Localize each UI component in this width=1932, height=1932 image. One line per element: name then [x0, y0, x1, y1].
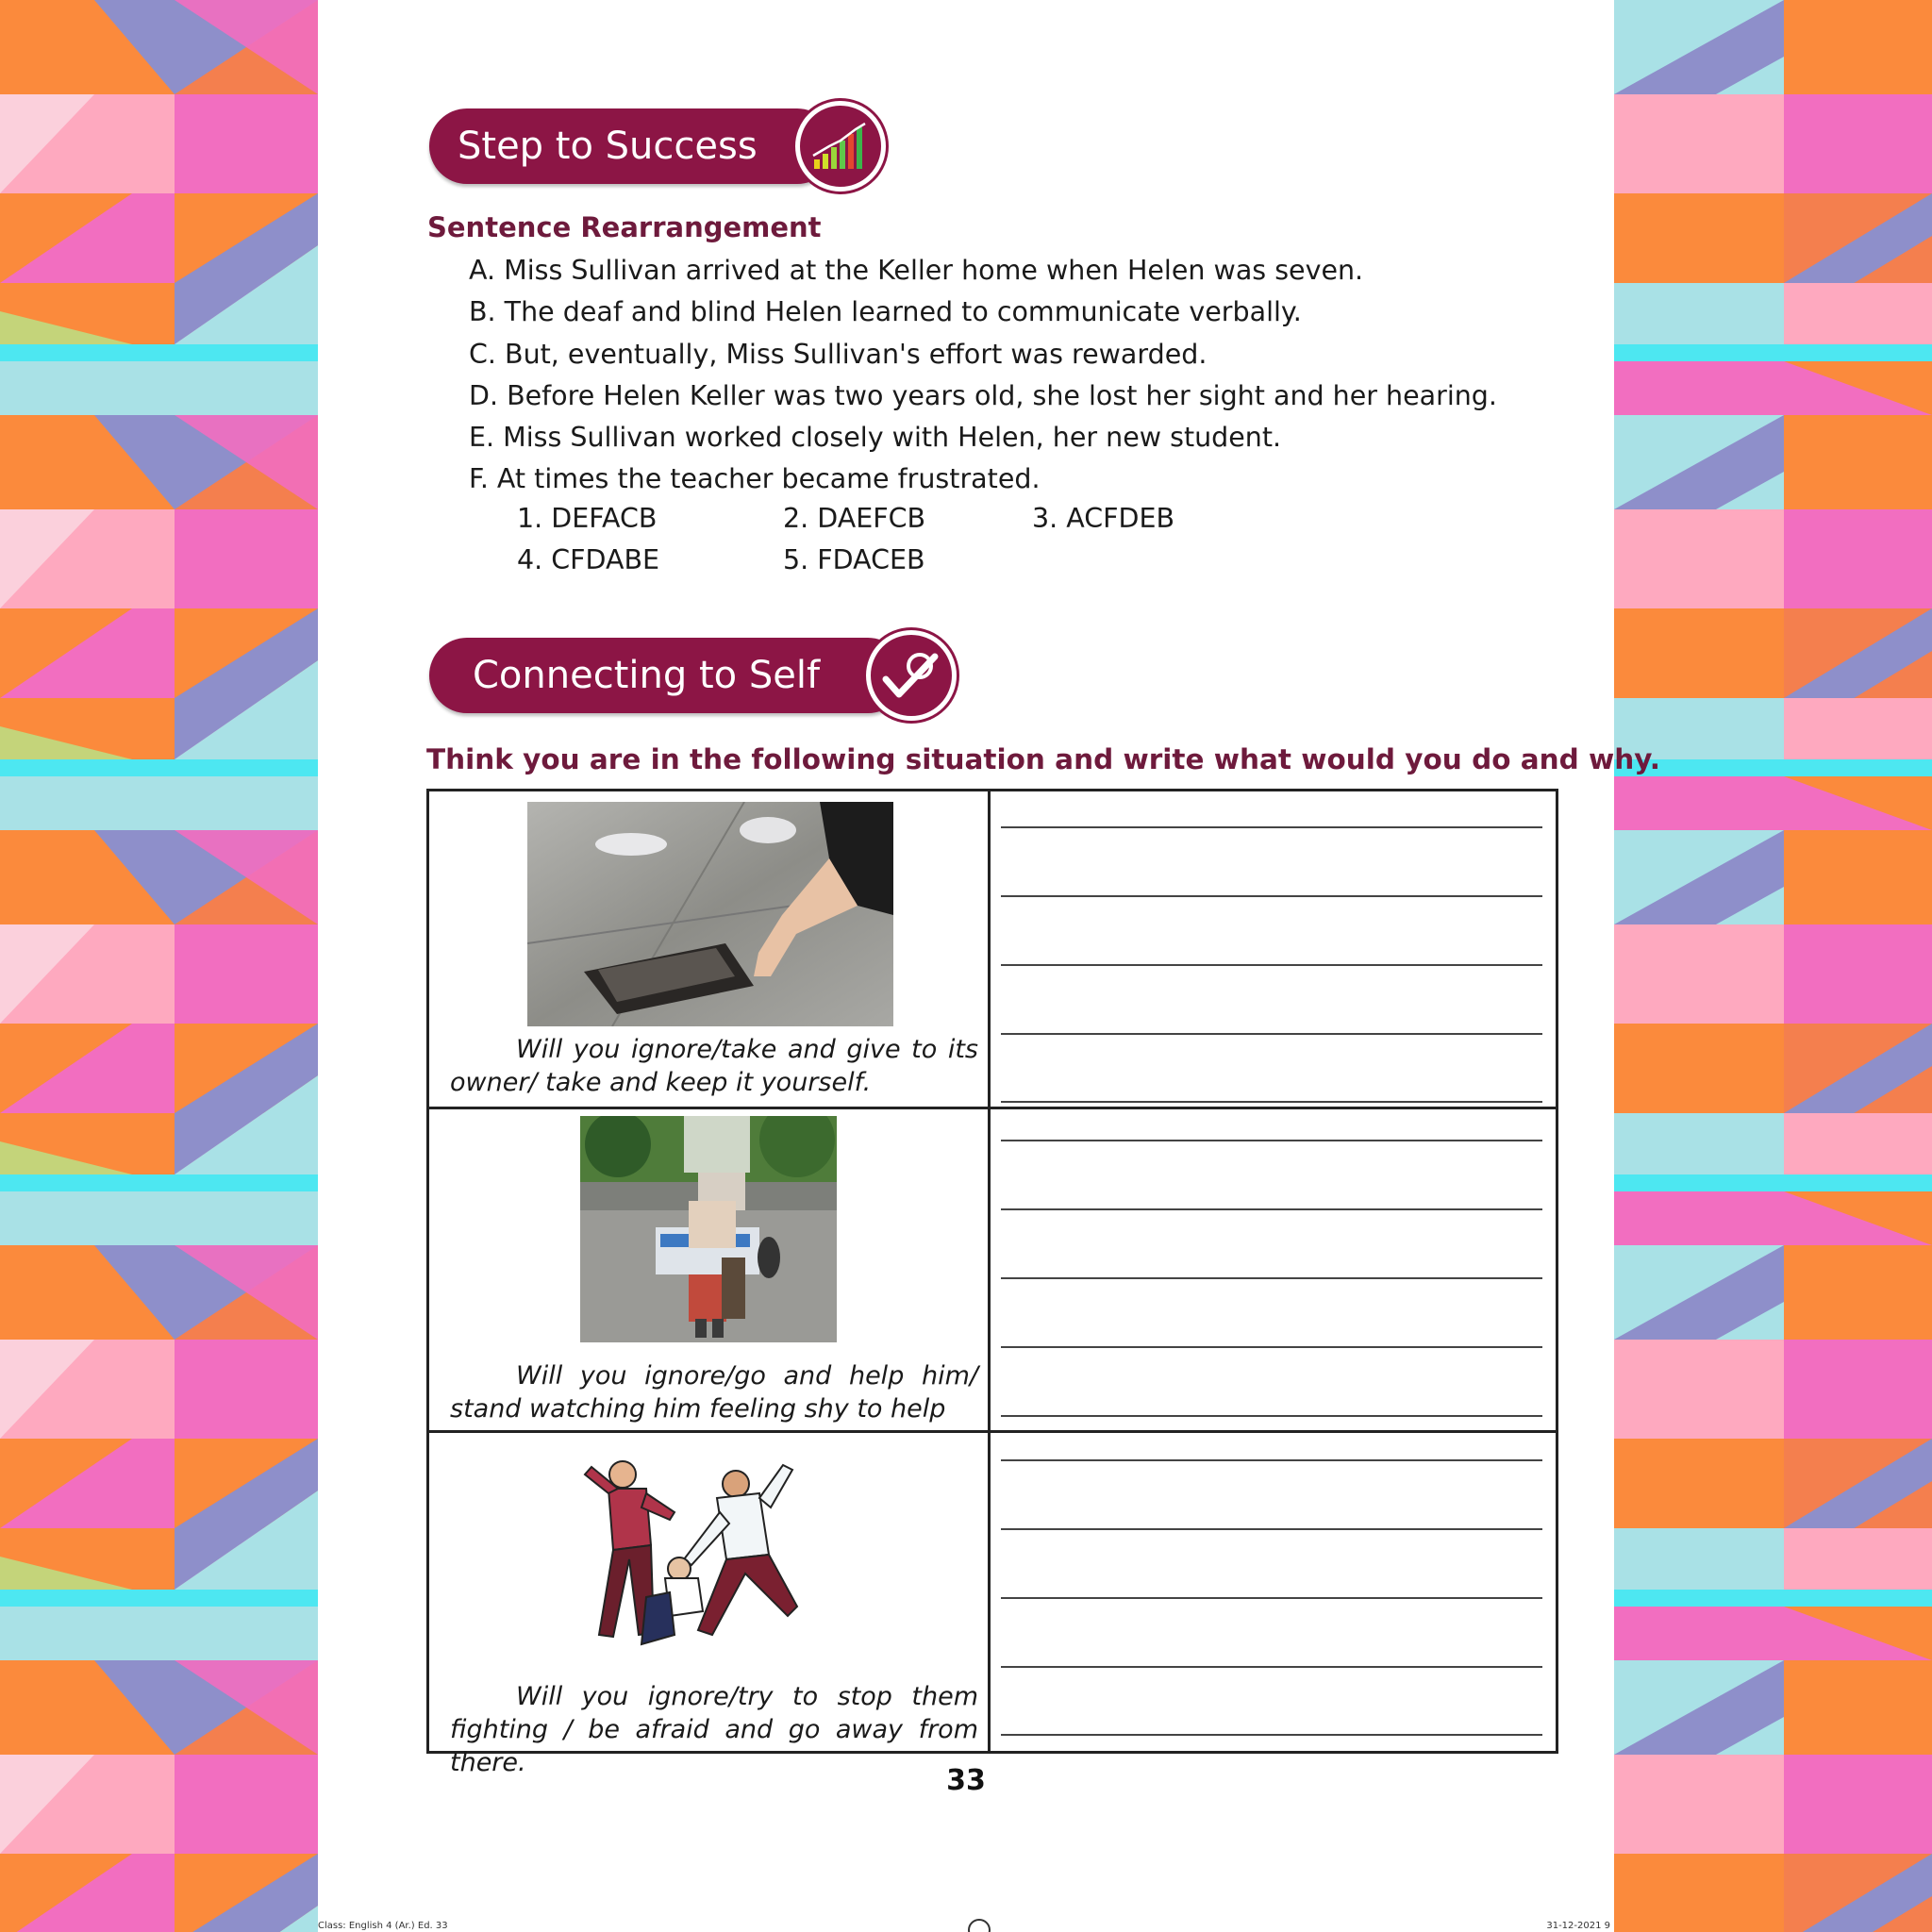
answer-line[interactable] [1001, 1528, 1542, 1530]
situation-row-2 [429, 1107, 1556, 1430]
footer-left-text: Class: English 4 (Ar.) Ed. 33 [318, 1921, 448, 1931]
geometric-pattern-right [1614, 0, 1932, 1932]
answer-lines-1[interactable] [993, 791, 1556, 1107]
answer-line[interactable] [1001, 1277, 1542, 1279]
step-to-success-label: Step to Success [429, 108, 835, 184]
answer-option-2[interactable]: 2. DAEFCB [783, 503, 926, 534]
answer-option-1[interactable]: 1. DEFACB [517, 503, 658, 534]
footer-right-text: 31-12-2021 9 [1546, 1921, 1610, 1931]
answer-line[interactable] [1001, 1597, 1542, 1599]
step-to-success-banner [429, 108, 882, 184]
answer-option-5[interactable]: 5. FDACEB [783, 544, 925, 575]
situation-caption-3: Will you ignore/try to stop them fighting / be afraid and go away from there. [450, 1682, 978, 1777]
answer-line[interactable] [1001, 895, 1542, 897]
answer-line[interactable] [1001, 964, 1542, 966]
situation-cell-2 [429, 1109, 991, 1430]
page-number: 33 [946, 1764, 986, 1797]
situation-row-3 [429, 1430, 1556, 1777]
registration-mark-icon [968, 1919, 991, 1932]
answer-line[interactable] [1001, 1666, 1542, 1668]
answer-line[interactable] [1001, 1415, 1542, 1417]
hand-with-check-icon [866, 630, 957, 721]
answer-option-4[interactable]: 4. CFDABE [517, 544, 660, 575]
answer-lines-2[interactable] [993, 1109, 1556, 1430]
situation-row-1 [429, 791, 1556, 1107]
situation-cell-3 [429, 1433, 991, 1777]
answer-line[interactable] [1001, 826, 1542, 828]
left-decorative-pattern [0, 0, 318, 1932]
sentence-c: C. But, eventually, Miss Sullivan's effort was rewarded. [469, 338, 1208, 370]
sentence-a: A. Miss Sullivan arrived at the Keller home when Helen was seven. [469, 255, 1364, 286]
answer-line[interactable] [1001, 1459, 1542, 1461]
situation-caption-1: Will you ignore/take and give to its owner/ take and keep it yourself. [450, 1035, 978, 1097]
sentence-f: F. At times the teacher became frustrated. [469, 463, 1041, 495]
instruction-text: Think you are in the following situation and write what would you do and why. [426, 743, 1661, 775]
answer-line[interactable] [1001, 1208, 1542, 1210]
answer-line[interactable] [1001, 1140, 1542, 1141]
connecting-to-self-banner [429, 638, 958, 713]
sentence-b: B. The deaf and blind Helen learned to communicate verbally. [469, 296, 1302, 328]
rising-bars-icon [795, 101, 886, 192]
right-decorative-pattern [1614, 0, 1932, 1932]
answer-line[interactable] [1001, 1101, 1542, 1103]
sentence-list [469, 250, 1554, 501]
sentence-d: D. Before Helen Keller was two years old, she lost her sight and her hearing. [469, 379, 1497, 411]
answer-lines-3[interactable] [993, 1433, 1556, 1751]
situation-caption-2: Will you ignore/go and help him/ stand watching him feeling shy to help [450, 1361, 978, 1424]
sentence-rearrangement-heading: Sentence Rearrangement [427, 211, 822, 243]
connecting-to-self-label: Connecting to Self [429, 638, 906, 713]
situation-cell-1 [429, 791, 991, 1107]
answer-line[interactable] [1001, 1734, 1542, 1736]
answer-line[interactable] [1001, 1346, 1542, 1348]
worksheet-page [318, 0, 1661, 1932]
geometric-pattern-left [0, 0, 318, 1932]
sentence-e: E. Miss Sullivan worked closely with Helen, her new student. [469, 422, 1282, 454]
person-carrying-heavy-load-photo [580, 1116, 837, 1342]
answer-option-3[interactable]: 3. ACFDEB [1032, 503, 1175, 534]
hand-picking-up-wallet-photo [527, 802, 893, 1026]
people-fighting-illustration [571, 1456, 825, 1663]
answer-line[interactable] [1001, 1033, 1542, 1035]
situations-table [426, 789, 1558, 1777]
